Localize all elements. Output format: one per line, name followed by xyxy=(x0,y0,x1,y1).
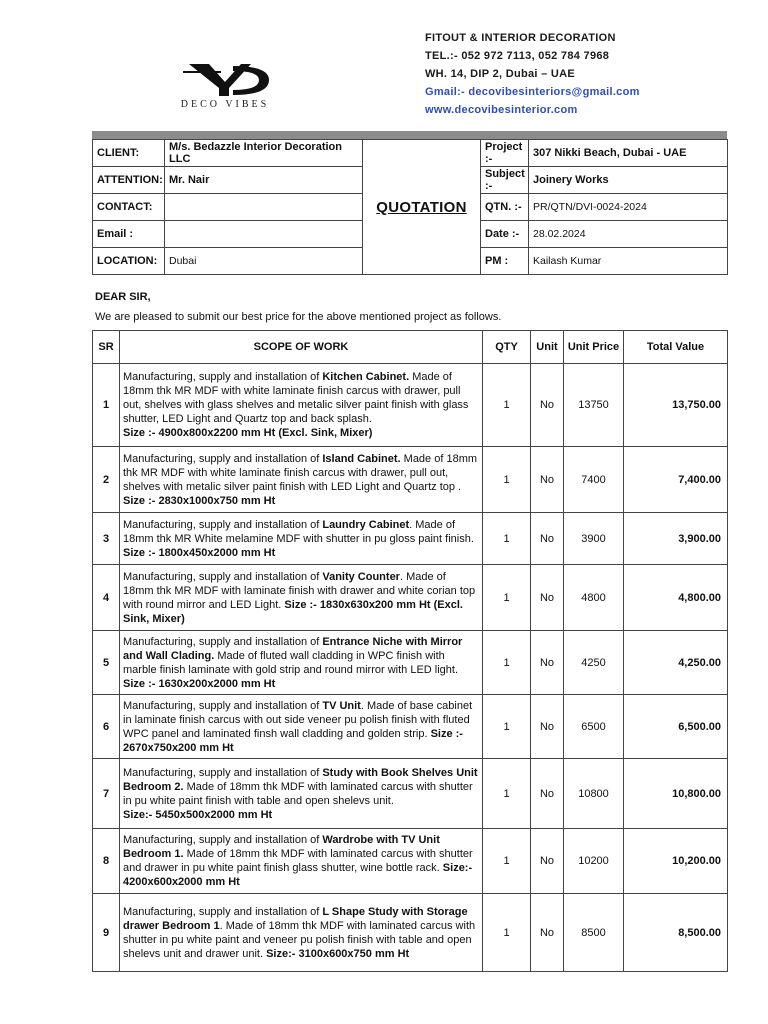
row-total-value: 13,750.00 xyxy=(624,364,728,447)
company-address: WH. 14, DIP 2, Dubai – UAE xyxy=(425,68,576,80)
contact-value xyxy=(165,194,363,221)
scope-bold-text: Laundry Cabinet xyxy=(322,518,410,531)
scope-bold-text: TV Unit xyxy=(322,699,361,712)
date-label: Date :- xyxy=(481,221,529,248)
salutation: DEAR SIR, xyxy=(95,291,151,303)
location-value: Dubai xyxy=(165,248,363,275)
table-row xyxy=(93,759,728,829)
logo xyxy=(155,60,295,116)
header-qty: QTY xyxy=(483,331,531,364)
company-website: www.decovibesinterior.com xyxy=(425,104,578,116)
row-qty: 1 xyxy=(483,829,531,894)
row-total-value: 10,200.00 xyxy=(624,829,728,894)
subject-label: Subject :- xyxy=(481,167,529,194)
quotation-title: QUOTATION xyxy=(376,198,467,216)
company-header xyxy=(425,29,640,119)
date-value: 28.02.2024 xyxy=(529,221,728,248)
scope-text: . Made of base cabinet in laminate finish carcus with out side veneer pu polish finish with fluted WPC panel and laminated finsh wall cladding and golden strip. xyxy=(123,699,473,740)
scope-bold-text: Size :- 1630x200x2000 mm Ht xyxy=(123,677,276,690)
scope-text: Made of 18mm thk MR MDF with white laminate finish carcus with drawer, pull out, shelves with glass shelves and metalic silver paint finish with glass shutter, LED Light and Quartz top and back splash. xyxy=(123,371,469,425)
row-unit-price: 3900 xyxy=(564,513,624,565)
row-qty: 1 xyxy=(483,894,531,972)
company-tagline: FITOUT & INTERIOR DECORATION xyxy=(425,32,616,44)
row-total-value: 10,800.00 xyxy=(624,759,728,829)
table-row xyxy=(93,565,728,631)
project-label: Project :- xyxy=(481,140,529,167)
row-sr-number: 8 xyxy=(93,829,120,894)
location-label: LOCATION: xyxy=(93,248,165,275)
row-scope-description xyxy=(120,364,483,447)
scope-text: Manufacturing, supply and installation of xyxy=(123,452,323,465)
quotation-info-table xyxy=(92,139,728,275)
greeting xyxy=(95,291,501,323)
client-label: CLIENT: xyxy=(93,140,165,167)
scope-text: Made of fluted wall cladding in WPC finish with marble finish laminate with gold strip and round mirror with LED light. xyxy=(123,649,459,676)
row-scope-description xyxy=(120,631,483,695)
pm-value: Kailash Kumar xyxy=(529,248,728,275)
row-scope-description xyxy=(120,695,483,759)
row-qty: 1 xyxy=(483,695,531,759)
row-scope-description xyxy=(120,829,483,894)
row-scope-description xyxy=(120,513,483,565)
scope-bold-text: Kitchen Cabinet. xyxy=(322,371,410,383)
row-scope-description xyxy=(120,759,483,829)
scope-bold-text: Size :- 4900x800x2200 mm Ht (Excl. Sink, Mixer) xyxy=(123,427,373,439)
scope-bold-text: Wardrobe with TV Unit Bedroom 1. xyxy=(123,834,440,860)
row-sr-number: 2 xyxy=(93,447,120,513)
contact-label: CONTACT: xyxy=(93,194,165,221)
scope-bold-text: Size :- 1830x630x200 mm Ht (Excl. Sink, Mixer) xyxy=(123,598,463,625)
row-unit: No xyxy=(531,829,564,894)
header-unit: Unit xyxy=(531,331,564,364)
scope-bold-text: Entrance Niche with Mirror and Wall Clading. xyxy=(123,635,463,662)
table-row xyxy=(93,829,728,894)
row-qty: 1 xyxy=(483,364,531,447)
scope-bold-text: Size:- 3100x600x750 mm Ht xyxy=(266,947,410,960)
scope-text: Made of 18mm thk MDF with laminated carcus with shutter in pu white paint finish with table and open shelevs unit. xyxy=(123,780,473,807)
subject-value: Joinery Works xyxy=(529,167,728,194)
row-sr-number: 3 xyxy=(93,513,120,565)
row-qty: 1 xyxy=(483,447,531,513)
scope-bold-text: Vanity Counter xyxy=(322,570,400,583)
scope-bold-text: L Shape Study with Storage drawer Bedroom 1 xyxy=(123,905,468,932)
header-total-value: Total Value xyxy=(624,331,728,364)
logo-brand-text: DECO VIBES xyxy=(180,99,270,110)
scope-bold-text: Size:- 4200x600x2000 mm Ht xyxy=(123,862,473,888)
row-unit-price: 10200 xyxy=(564,829,624,894)
scope-text: Manufacturing, supply and installation of xyxy=(123,834,323,846)
row-total-value: 3,900.00 xyxy=(624,513,728,565)
email-label: Email : xyxy=(93,221,165,248)
row-unit-price: 4250 xyxy=(564,631,624,695)
row-sr-number: 1 xyxy=(93,364,120,447)
row-scope-description xyxy=(120,565,483,631)
scope-text: Manufacturing, supply and installation of xyxy=(123,635,323,648)
scope-bold-text: Size :- 1800x450x2000 mm Ht xyxy=(123,546,276,559)
intro-sentence: We are pleased to submit our best price for the above mentioned project as follows. xyxy=(95,311,502,323)
header-sr: SR xyxy=(93,331,120,364)
pm-label: PM : xyxy=(481,248,529,275)
row-total-value: 6,500.00 xyxy=(624,695,728,759)
row-sr-number: 6 xyxy=(93,695,120,759)
table-header-row xyxy=(93,331,728,364)
scope-bold-text: Island Cabinet. xyxy=(322,452,401,465)
scope-text: . Made of 18mm thk MR MDF with laminate finish with drawer and white corian top with round mirror and LED Light. xyxy=(123,570,476,611)
scope-text: Made of 18mm thk MR MDF with white laminate finish carcus with drawer, pull out, shelves with metalic silver paint finish with LED Light and Quartz top . xyxy=(123,452,478,493)
row-total-value: 8,500.00 xyxy=(624,894,728,972)
scope-text: Manufacturing, supply and installation of xyxy=(123,371,323,383)
table-row xyxy=(93,513,728,565)
row-total-value: 7,400.00 xyxy=(624,447,728,513)
table-row xyxy=(93,364,728,447)
row-unit: No xyxy=(531,631,564,695)
row-qty: 1 xyxy=(483,565,531,631)
row-sr-number: 4 xyxy=(93,565,120,631)
attention-value: Mr. Nair xyxy=(165,167,363,194)
row-sr-number: 9 xyxy=(93,894,120,972)
scope-bold-text: Size :- 2830x1000x750 mm Ht xyxy=(123,494,276,507)
qtn-label: QTN. :- xyxy=(481,194,529,221)
row-unit-price: 6500 xyxy=(564,695,624,759)
scope-text: Manufacturing, supply and installation of xyxy=(123,570,323,583)
scope-of-work-table xyxy=(92,330,728,972)
row-unit: No xyxy=(531,565,564,631)
company-telephone: TEL.:- 052 972 7113, 052 784 7968 xyxy=(425,50,610,62)
header-scope-of-work: SCOPE OF WORK xyxy=(120,331,483,364)
row-unit: No xyxy=(531,759,564,829)
row-unit: No xyxy=(531,695,564,759)
row-unit: No xyxy=(531,513,564,565)
row-unit: No xyxy=(531,364,564,447)
row-unit: No xyxy=(531,447,564,513)
scope-text: . Made of 18mm thk MR White melamine MDF with shutter in pu gloss paint finish. xyxy=(123,518,474,545)
row-unit-price: 4800 xyxy=(564,565,624,631)
logo-icon xyxy=(175,60,275,98)
qtn-value: PR/QTN/DVI-0024-2024 xyxy=(529,194,728,221)
table-row xyxy=(93,695,728,759)
scope-text: Manufacturing, supply and installation of xyxy=(123,518,323,531)
row-unit-price: 7400 xyxy=(564,447,624,513)
quotation-title-cell xyxy=(363,140,481,275)
row-unit-price: 8500 xyxy=(564,894,624,972)
header-unit-price: Unit Price xyxy=(564,331,624,364)
table-row xyxy=(93,894,728,972)
row-unit-price: 13750 xyxy=(564,364,624,447)
row-qty: 1 xyxy=(483,759,531,829)
scope-text: Made of 18mm thk MDF with laminated carcus with shutter and drawer in pu white paint finish glass shutter, wine bottle rack. xyxy=(123,848,473,874)
row-qty: 1 xyxy=(483,513,531,565)
row-scope-description xyxy=(120,894,483,972)
scope-text: Manufacturing, supply and installation of xyxy=(123,699,323,712)
row-total-value: 4,800.00 xyxy=(624,565,728,631)
row-sr-number: 7 xyxy=(93,759,120,829)
table-row xyxy=(93,631,728,695)
row-qty: 1 xyxy=(483,631,531,695)
header-divider-bar xyxy=(92,131,727,139)
row-scope-description xyxy=(120,447,483,513)
scope-bold-text: Size :- 2670x750x200 mm Ht xyxy=(123,727,463,754)
scope-text: Manufacturing, supply and installation of xyxy=(123,905,323,918)
row-unit: No xyxy=(531,894,564,972)
company-email: Gmail:- decovibesinteriors@gmail.com xyxy=(425,86,640,98)
row-sr-number: 5 xyxy=(93,631,120,695)
email-value xyxy=(165,221,363,248)
project-value: 307 Nikki Beach, Dubai - UAE xyxy=(529,140,728,167)
scope-bold-text: Size:- 5450x500x2000 mm Ht xyxy=(123,808,273,821)
attention-label: ATTENTION: xyxy=(93,167,165,194)
table-body xyxy=(93,364,728,972)
table-row xyxy=(93,447,728,513)
scope-text: Manufacturing, supply and installation of xyxy=(123,766,323,779)
client-value: M/s. Bedazzle Interior Decoration LLC xyxy=(165,140,363,167)
scope-bold-text: Study with Book Shelves Unit Bedroom 2. xyxy=(123,766,478,793)
row-unit-price: 10800 xyxy=(564,759,624,829)
row-total-value: 4,250.00 xyxy=(624,631,728,695)
scope-text: . Made of 18mm thk MDF with laminated carcus with shutter in pu white paint and veneer pu polish finish with table and open shelevs unit and drawer unit. xyxy=(123,919,476,960)
